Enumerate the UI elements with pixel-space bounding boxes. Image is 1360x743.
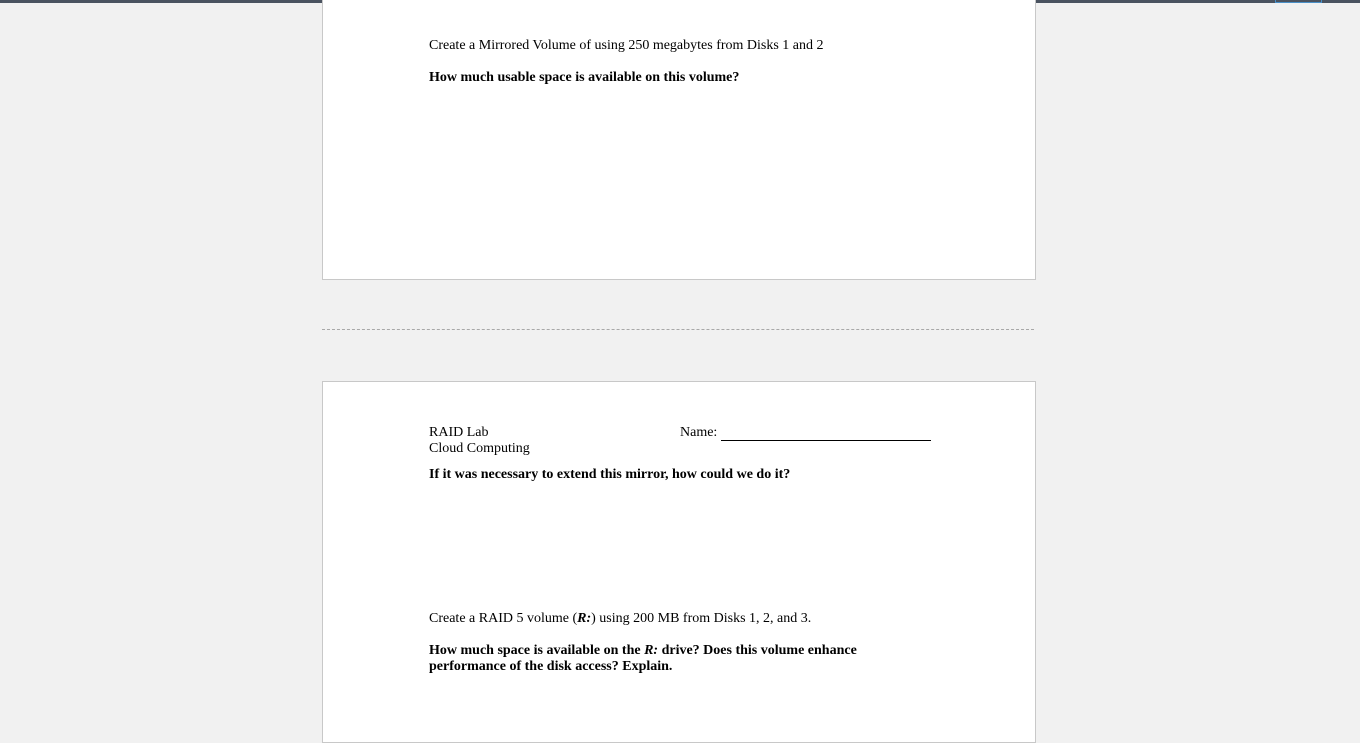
raid5-performance-question: performance of the disk access? Explain.	[429, 659, 673, 674]
page-break-divider	[322, 329, 1034, 330]
document-page-1	[322, 0, 1036, 280]
raid5-space-question	[429, 643, 857, 659]
usable-space-question: How much usable space is available on this volume?	[429, 70, 740, 85]
lab-title: RAID Lab	[429, 425, 489, 440]
course-name: Cloud Computing	[429, 441, 530, 456]
mirrored-volume-instruction: Create a Mirrored Volume of using 250 megabytes from Disks 1 and 2	[429, 38, 824, 53]
document-page-2	[322, 381, 1036, 743]
raid5-question-part1: How much space is available on the	[429, 643, 645, 658]
extend-mirror-question: If it was necessary to extend this mirror, how could we do it?	[429, 467, 791, 482]
raid5-instruction-after: ) using 200 MB from Disks 1, 2, and 3.	[591, 611, 812, 626]
raid5-instruction	[429, 611, 811, 627]
top-right-tab[interactable]	[1275, 0, 1322, 3]
raid5-drive-letter: R:	[577, 611, 592, 626]
raid5-question-drive: R:	[644, 643, 659, 658]
name-label: Name:	[680, 425, 718, 440]
raid5-question-part2: drive? Does this volume enhance	[658, 643, 857, 658]
name-blank-line	[721, 440, 931, 441]
raid5-instruction-before: Create a RAID 5 volume (	[429, 611, 578, 626]
